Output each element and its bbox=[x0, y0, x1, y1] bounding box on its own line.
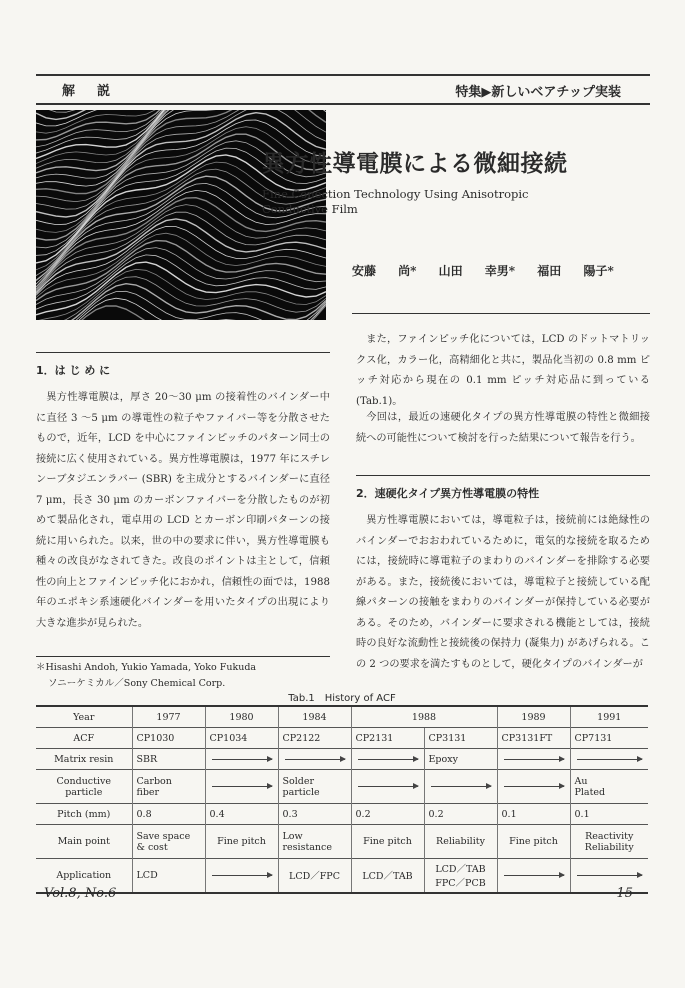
cell-line: Reactivity bbox=[585, 830, 634, 842]
table-cell bbox=[205, 770, 278, 804]
table-caption: Tab.1 History of ACF bbox=[288, 693, 396, 704]
row-header: ACF bbox=[36, 728, 132, 749]
table-cell: 0.1 bbox=[570, 804, 648, 825]
table-cell: 1988 bbox=[351, 706, 497, 728]
table-cell: CP3131 bbox=[424, 728, 497, 749]
cell-line: Solder bbox=[282, 775, 315, 787]
table-cell bbox=[424, 859, 497, 893]
cell-line: particle bbox=[282, 786, 320, 798]
table-cell bbox=[205, 749, 278, 770]
table-cell bbox=[570, 859, 648, 893]
table-cell bbox=[570, 770, 648, 804]
table-cell: CP2122 bbox=[278, 728, 351, 749]
table-row-particle bbox=[36, 770, 648, 804]
continuation-arrow bbox=[212, 759, 272, 760]
section1-heading: 1．は じ め に bbox=[36, 364, 111, 377]
cell-line: Low bbox=[282, 830, 303, 842]
table-cell bbox=[497, 770, 570, 804]
table-cell: CP1034 bbox=[205, 728, 278, 749]
table-cell bbox=[570, 749, 648, 770]
fiber-line bbox=[36, 248, 326, 305]
table-cell: SBR bbox=[132, 749, 205, 770]
footnote bbox=[36, 660, 256, 692]
table-cell: 0.2 bbox=[424, 804, 497, 825]
cell-line: fiber bbox=[136, 786, 160, 798]
table-cell bbox=[497, 859, 570, 893]
footnote-rule bbox=[36, 656, 330, 657]
continuation-arrow bbox=[285, 759, 345, 760]
volume-number: Vol.8, No.6 bbox=[44, 886, 117, 901]
table-row-acf bbox=[36, 728, 648, 749]
article-subtitle bbox=[262, 187, 529, 217]
table-cell: CP1030 bbox=[132, 728, 205, 749]
table-cell: 0.8 bbox=[132, 804, 205, 825]
table-cell bbox=[570, 825, 648, 859]
table-cell bbox=[497, 749, 570, 770]
continuation-arrow bbox=[504, 759, 564, 760]
table-cell: Reliability bbox=[424, 825, 497, 859]
row-header: Conductive particle bbox=[36, 770, 132, 804]
table-cell: 1980 bbox=[205, 706, 278, 728]
table-cell bbox=[132, 770, 205, 804]
table-cell: LCD／FPC bbox=[278, 859, 351, 893]
cell-line: Carbon bbox=[136, 775, 172, 787]
table-cell: 0.4 bbox=[205, 804, 278, 825]
row-header: Application bbox=[36, 859, 132, 893]
table-row-matrix bbox=[36, 749, 648, 770]
table-cell bbox=[278, 825, 351, 859]
row-header: Year bbox=[36, 706, 132, 728]
cell-line: Plated bbox=[574, 786, 606, 798]
cell-line: Reliability bbox=[584, 841, 634, 853]
table-cell bbox=[278, 770, 351, 804]
table-row-application bbox=[36, 859, 648, 893]
subtitle-line-1: Fine Conection Technology Using Anisotropic bbox=[262, 187, 529, 201]
fiber-line bbox=[36, 110, 326, 140]
section1-rule bbox=[36, 352, 330, 353]
continuation-arrow bbox=[577, 875, 643, 876]
cell-line: Save space bbox=[136, 830, 191, 842]
title-divider bbox=[352, 313, 650, 314]
table-cell: 1989 bbox=[497, 706, 570, 728]
continuation-arrow bbox=[358, 786, 418, 787]
table-cell: 1977 bbox=[132, 706, 205, 728]
footnote-line-2: ソニーケミカル／Sony Chemical Corp. bbox=[48, 678, 226, 689]
table-cell: 1984 bbox=[278, 706, 351, 728]
header-rule-top bbox=[36, 74, 650, 76]
table-row-pitch bbox=[36, 804, 648, 825]
table-cell: 1991 bbox=[570, 706, 648, 728]
right-paragraph-3: 異方性導電膜においては，導電粒子は，接続前には絶縁性のバインダーでおおわれているために，電気的な接続を取るためには，接続時に導電粒子のまわりのバインダーを排除する必要がある。また，接続後においては，導電粒子と接続している配線パターンの接触をまわりのバインダーが保持している必要がある。そのため，バインダーに要求される機能としては，接続時の良好な流動性と接続後の保持力 (凝集力) があげられる。この 2 つの要求を満たすものとして，硬化タイプのバインダーが bbox=[356, 515, 650, 670]
authors: 安藤 尚* 山田 幸男* 福田 陽子* bbox=[352, 264, 614, 278]
subtitle-line-2: Conductive Film bbox=[262, 202, 358, 216]
table-cell bbox=[132, 825, 205, 859]
right-paragraph-2: 今回は，最近の速硬化タイプの異方性導電膜の特性と微細接続への可能性について検討を行った結果について報告を行う。 bbox=[356, 412, 650, 444]
cell-line: & cost bbox=[136, 841, 168, 853]
continuation-arrow bbox=[504, 875, 564, 876]
table-cell: 0.1 bbox=[497, 804, 570, 825]
cell-line: FPC／PCB bbox=[435, 878, 486, 890]
table-cell bbox=[278, 749, 351, 770]
continuation-arrow bbox=[212, 786, 272, 787]
cell-line: Au bbox=[574, 775, 588, 787]
table-cell: Fine pitch bbox=[205, 825, 278, 859]
section-label: 解説 bbox=[62, 84, 133, 99]
table-cell: 0.3 bbox=[278, 804, 351, 825]
header-rule-bottom bbox=[36, 103, 650, 105]
table-cell bbox=[205, 859, 278, 893]
continuation-arrow bbox=[577, 759, 643, 760]
fiber-line bbox=[36, 269, 326, 320]
table-cell: LCD bbox=[132, 859, 205, 893]
row-header: Matrix resin bbox=[36, 749, 132, 770]
table-cell bbox=[351, 770, 424, 804]
page-number: 15 bbox=[616, 886, 633, 901]
table-cell: CP7131 bbox=[570, 728, 648, 749]
table-cell bbox=[351, 749, 424, 770]
continuation-arrow bbox=[212, 875, 272, 876]
continuation-arrow bbox=[358, 759, 418, 760]
feature-label: 特集▶新しいベアチップ実装 bbox=[455, 85, 621, 100]
table-cell: 0.2 bbox=[351, 804, 424, 825]
fiber-line bbox=[36, 291, 326, 320]
row-header: Pitch (mm) bbox=[36, 804, 132, 825]
table-row-year bbox=[36, 706, 648, 728]
fiber-line bbox=[36, 110, 326, 119]
continuation-arrow bbox=[431, 786, 491, 787]
fiber-line bbox=[36, 233, 326, 297]
table-cell bbox=[424, 770, 497, 804]
table-cell: CP2131 bbox=[351, 728, 424, 749]
section2-heading: 2．速硬化タイプ異方性導電膜の特性 bbox=[356, 487, 540, 500]
cell-line: resistance bbox=[282, 841, 332, 853]
footnote-line-1: ＊Hisashi Andoh, Yukio Yamada, Yoko Fukuda bbox=[36, 662, 257, 673]
section1-paragraph: 異方性導電膜は，厚さ 20〜30 μm の接着性のバインダー中に直径 3 〜5 μm の導電性の粒子やファイバー等を分散させたもので，近年，LCD を中心にファインピッチのパターン同士の接続に広く使用されている。異方性導電膜は，1977 年にスチレンーブタジエンラバー (SBR) を主成分とするバインダーに直径 7 μm，長さ 30 μm のカーボンファイバーを分散したものが初めて製品化され，電卓用の LCD とカーボン印刷パターンの接続に用いられた。以来，世の中の要求に伴い，異方性導電膜も種々の改良がなされてきた。改良のポイントは主として，信頼性の向上とファインピッチ化におかれ，信頼性の面では，1988 年のエポキシ系速硬化バインダーを用いたタイプの出現により大きな進歩が見られた。 bbox=[36, 392, 330, 629]
table-cell: Fine pitch bbox=[351, 825, 424, 859]
right-paragraph-1: また，ファインピッチ化については，LCD のドットマトリックス化，カラー化，高精細化と共に，製品化当初の 0.8 mm ピッチ対応から現在の 0.1 mm ピッチ対応品に到っている (Tab.1)。 bbox=[356, 334, 650, 407]
table-cell: Epoxy bbox=[424, 749, 497, 770]
section2-rule bbox=[356, 475, 650, 476]
acf-history-table bbox=[36, 705, 648, 894]
table-cell: Fine pitch bbox=[497, 825, 570, 859]
cell-line: LCD／TAB bbox=[435, 864, 486, 876]
table-row-main-point bbox=[36, 825, 648, 859]
fiber-line bbox=[36, 110, 326, 133]
table-cell: CP3131FT bbox=[497, 728, 570, 749]
row-header: Main point bbox=[36, 825, 132, 859]
article-title: 異方性導電膜による微細接続 bbox=[262, 151, 568, 177]
table-cell: LCD／TAB bbox=[351, 859, 424, 893]
continuation-arrow bbox=[504, 786, 564, 787]
